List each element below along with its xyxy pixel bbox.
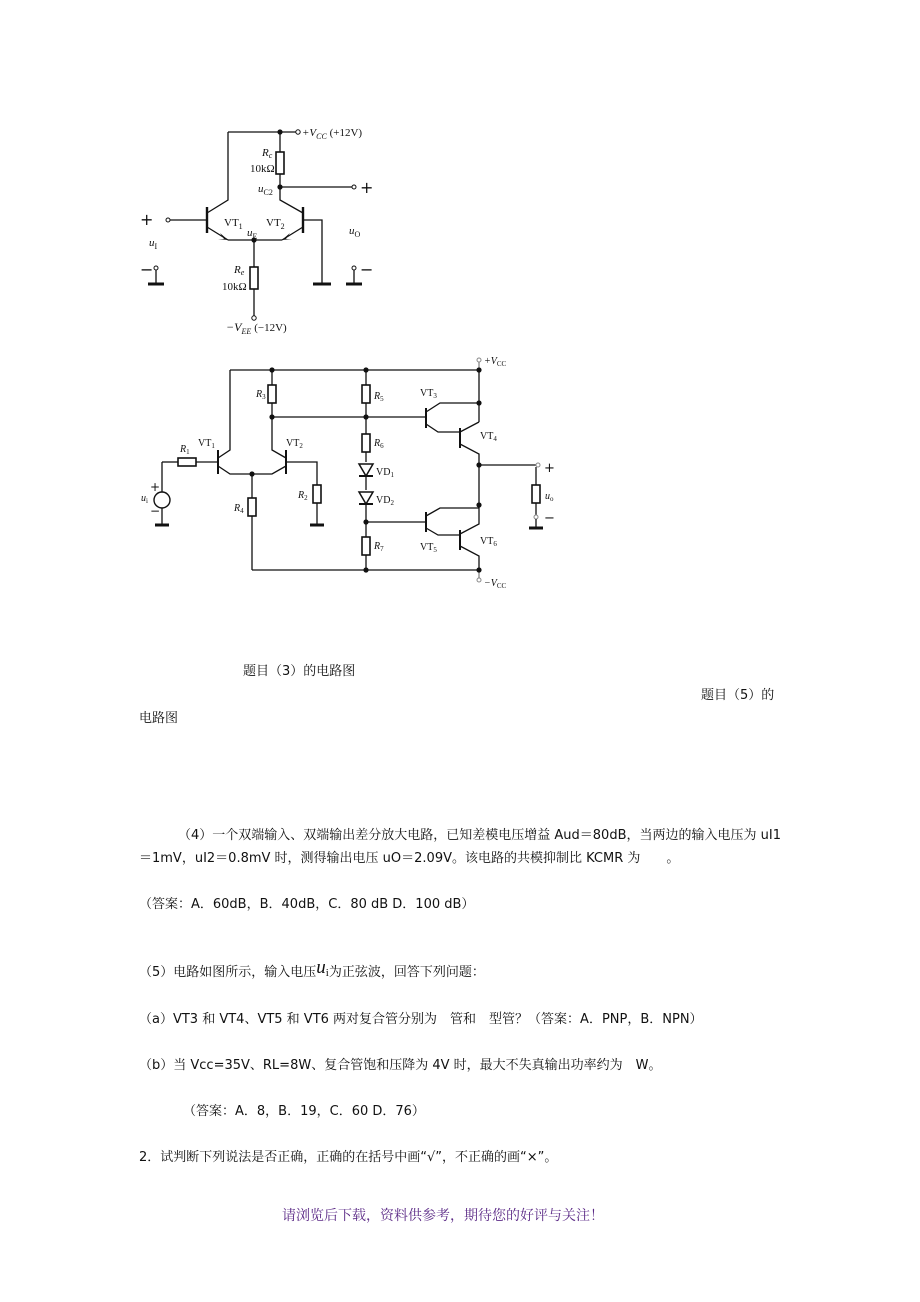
uo2-label: u [545, 491, 550, 502]
figure5-caption-part2: 电路图 [139, 711, 179, 726]
circuit-diagram-power-amplifier [140, 350, 570, 595]
svg-text:VD2: $VD_2$ [376, 495, 394, 507]
svg-text:VT1: $VT_1$ [198, 438, 215, 450]
question5-answer: （答案：A．8，B．19，C．60 D．76） [183, 1104, 425, 1119]
uo-label: u [349, 225, 355, 237]
input-voltage-symbol: u [316, 957, 326, 978]
output-minus-sign: − [360, 260, 374, 279]
ui2-label: u [141, 493, 146, 504]
svg-text:R5: $R_5$ [374, 391, 384, 403]
input-plus-sign: + [140, 210, 154, 229]
re-value: 10kΩ [222, 281, 247, 293]
svg-text:VD1: $VD_1$ [376, 467, 394, 479]
svg-text:+VCC (+12V): $+V_{CC}$ (+12V) [302, 127, 363, 141]
svg-text:VT1: $VT_1$ [224, 217, 243, 231]
download-footer-note: 请浏览后下载，资料供参考，期待您的好评与关注！ [282, 1208, 604, 1224]
uc2-label: u [258, 183, 264, 195]
source-minus-sign: − [150, 504, 161, 518]
svg-text:VT4: $VT_4$ [480, 431, 497, 443]
svg-text:ui: $u_i$ [141, 493, 148, 505]
svg-text:R7: $R_7$ [374, 541, 384, 553]
vcc2-label: +V [484, 356, 497, 367]
svg-text:uC2: $u_{C2}$ [258, 183, 273, 197]
output2-minus-sign: − [544, 511, 555, 526]
vt1-label: VT [224, 217, 239, 229]
svg-text:R4: $R_4$ [234, 503, 244, 515]
figure3-caption: 题目（3）的电路图 [243, 664, 356, 679]
svg-text:R1: $R_1$ [180, 444, 190, 456]
svg-text:−VEE (−12V): $-V_{EE}$ (−12V) [226, 320, 287, 336]
svg-text:+VCC: $+V_{CC}$ [484, 356, 507, 368]
question4-line2: ＝1mV，uI2＝0.8mV 时，测得输出电压 uO＝2.09V。该电路的共模抑制比 KCMR 为 。 [139, 851, 680, 866]
r3-label: R [256, 389, 263, 400]
vt4-label: VT [480, 431, 494, 442]
svg-text:VT5: $VT_5$ [420, 542, 437, 554]
vt2-label: VT [266, 217, 281, 229]
question4-line1: （4）一个双端输入、双端输出差分放大电路，已知差模电压增益 Aud＝80dB，当两边的输入电压为 uI1 [178, 828, 781, 843]
output-plus-sign: + [360, 178, 374, 197]
svg-text:uE: $u_E$ [247, 227, 258, 241]
rc-value: 10kΩ [250, 163, 275, 175]
r6-label: R [374, 438, 381, 449]
source-plus-sign: + [150, 480, 161, 494]
r4-label: R [234, 503, 241, 514]
svg-text:uo: $u_o$ [545, 491, 554, 503]
input-minus-sign: − [140, 260, 154, 279]
r1-label: R [180, 444, 187, 455]
svg-text:−VCC: $-V_{CC}$ [484, 578, 507, 590]
svg-text:Re: Re [234, 264, 245, 277]
figure5-caption-part1: 题目（5）的 [701, 688, 775, 703]
ue-label: u [247, 227, 253, 239]
rc-label: R [262, 147, 269, 159]
vee-label: −V [226, 320, 242, 334]
vt2b-label: VT [286, 438, 300, 449]
ui-label: u [149, 237, 155, 249]
output2-plus-sign: + [544, 461, 555, 476]
svg-text:VT3: $VT_3$ [420, 388, 437, 400]
vt3-label: VT [420, 388, 434, 399]
vt6-label: VT [480, 536, 494, 547]
question5-part-a: （a）VT3 和 VT4、VT5 和 VT6 两对复合管分别为 管和 型管？（答案：A．PNP，B．NPN） [139, 1012, 703, 1027]
svg-text:uI: $u_I$ [149, 237, 158, 251]
svg-text:VT2: $VT_2$ [286, 438, 303, 450]
vt5-label: VT [420, 542, 434, 553]
re-label: R [234, 264, 241, 276]
r2-label: R [298, 490, 305, 501]
svg-text:R3: $R_3$ [256, 389, 266, 401]
svg-text:VT2: $VT_2$ [266, 217, 285, 231]
svg-text:VT6: $VT_6$ [480, 536, 497, 548]
neg-vcc2-label: −V [484, 578, 497, 589]
svg-text:R2: $R_2$ [298, 490, 308, 502]
r5-label: R [374, 391, 381, 402]
question5-intro: （5）电路如图所示，输入电压ui为正弦波，回答下列问题： [139, 957, 485, 980]
question5-part-b: （b）当 Vcc=35V、RL=8W、复合管饱和压降为 4V 时，最大不失真输出功率约为 W。 [139, 1058, 662, 1073]
svg-text:Rc: Rc [262, 147, 273, 160]
question4-answer: （答案：A．60dB，B．40dB，C．80 dB D．100 dB） [139, 897, 475, 912]
vt1b-label: VT [198, 438, 212, 449]
r7-label: R [374, 541, 381, 552]
vd2-label: VD [376, 495, 391, 506]
vd1-label: VD [376, 467, 391, 478]
section2-heading: 2．试判断下列说法是否正确，正确的在括号中画“√”，不正确的画“×”。 [139, 1150, 558, 1165]
svg-text:uO: $u_O$ [349, 225, 361, 239]
svg-text:R6: $R_6$ [374, 438, 384, 450]
vcc-label: +V [302, 127, 317, 139]
circuit-diagram-differential-amplifier [130, 120, 390, 345]
